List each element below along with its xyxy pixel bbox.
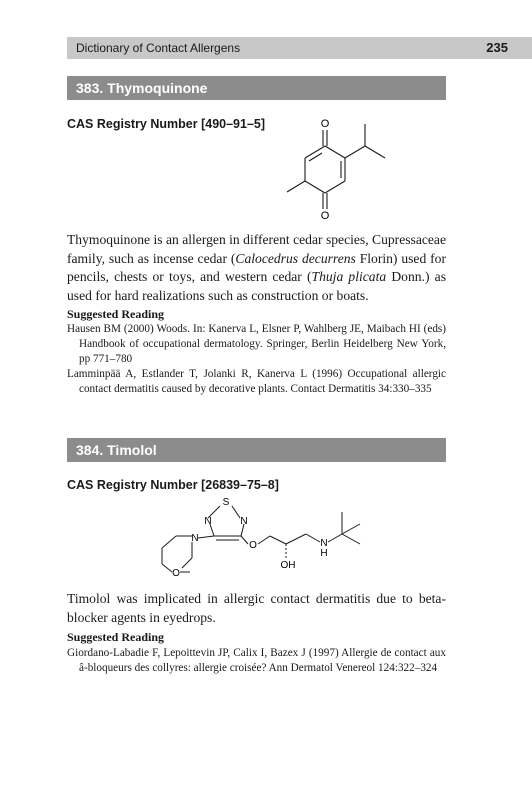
description-text: Donn.) as used for hard realizations such as construction or boats. (67, 269, 446, 303)
cas-number: [490–91–5] (201, 117, 266, 131)
timolol-structure (148, 494, 368, 584)
cas-registry-384 (67, 478, 279, 492)
reference-item: Giordano-Labadie F, Lepoittevin JP, Calix I, Bazex J (1997) Allergie de contact aux â-bloqueurs des collyres: allergie croisée? Ann Dermatol Venereol 124:322–324 (67, 647, 446, 674)
atom-label: O (172, 568, 180, 579)
description-383 (67, 231, 446, 305)
entry-heading-text: 383. Thymoquinone (76, 80, 208, 96)
description-text: Thymoquinone is an allergen in different cedar species, Cupressaceae family, such as incense cedar ( (67, 232, 446, 266)
species-name: Thuja plicata (311, 269, 387, 284)
suggested-reading-heading: Suggested Reading (67, 630, 165, 644)
species-name: Calocedrus decurrens (235, 250, 356, 266)
description-384 (67, 590, 446, 627)
description-text: Timolol was implicated in allergic contact dermatitis due to beta-blocker agents in eyedrops. (67, 591, 446, 625)
cas-label: CAS Registry Number (67, 478, 198, 492)
atom-label: N (191, 533, 199, 544)
atom-label: N (240, 516, 248, 527)
cas-number: [26839–75–8] (201, 478, 279, 492)
page-number: 235 (486, 40, 508, 55)
atom-label: N (320, 538, 328, 549)
atom-label: H (320, 548, 328, 559)
entry-heading-text: 384. Timolol (76, 442, 157, 458)
atom-label: O (249, 540, 257, 551)
atom-label: OH (280, 560, 296, 571)
reference-item: Hausen BM (2000) Woods. In: Kanerva L, Elsner P, Wahlberg JE, Maibach HI (eds) Handbook of occupational dermatology. Springer, Berlin Heidelberg New York, pp 771–780 (67, 323, 446, 365)
running-head-title: Dictionary of Contact Allergens (76, 41, 241, 55)
atom-label: O (320, 210, 330, 222)
reference-item: Lamminpää A, Estlander T, Jolanki R, Kanerva L (1996) Occupational allergic contact dermatitis caused by decorative plants. Contact Dermatitis 34:330–335 (67, 368, 446, 395)
cas-registry-383 (67, 117, 265, 131)
cas-label: CAS Registry Number (67, 117, 198, 131)
description-text: Florin) used for pencils, chests or toys, and western cedar ( (67, 250, 446, 284)
atom-label: O (320, 118, 330, 130)
atom-label: S (222, 497, 230, 508)
thymoquinone-structure (275, 112, 395, 224)
entry-heading-384 (67, 438, 446, 462)
atom-label: N (204, 516, 212, 527)
suggested-reading-heading: Suggested Reading (67, 307, 165, 321)
running-head (67, 37, 532, 59)
entry-heading-383 (67, 76, 446, 100)
